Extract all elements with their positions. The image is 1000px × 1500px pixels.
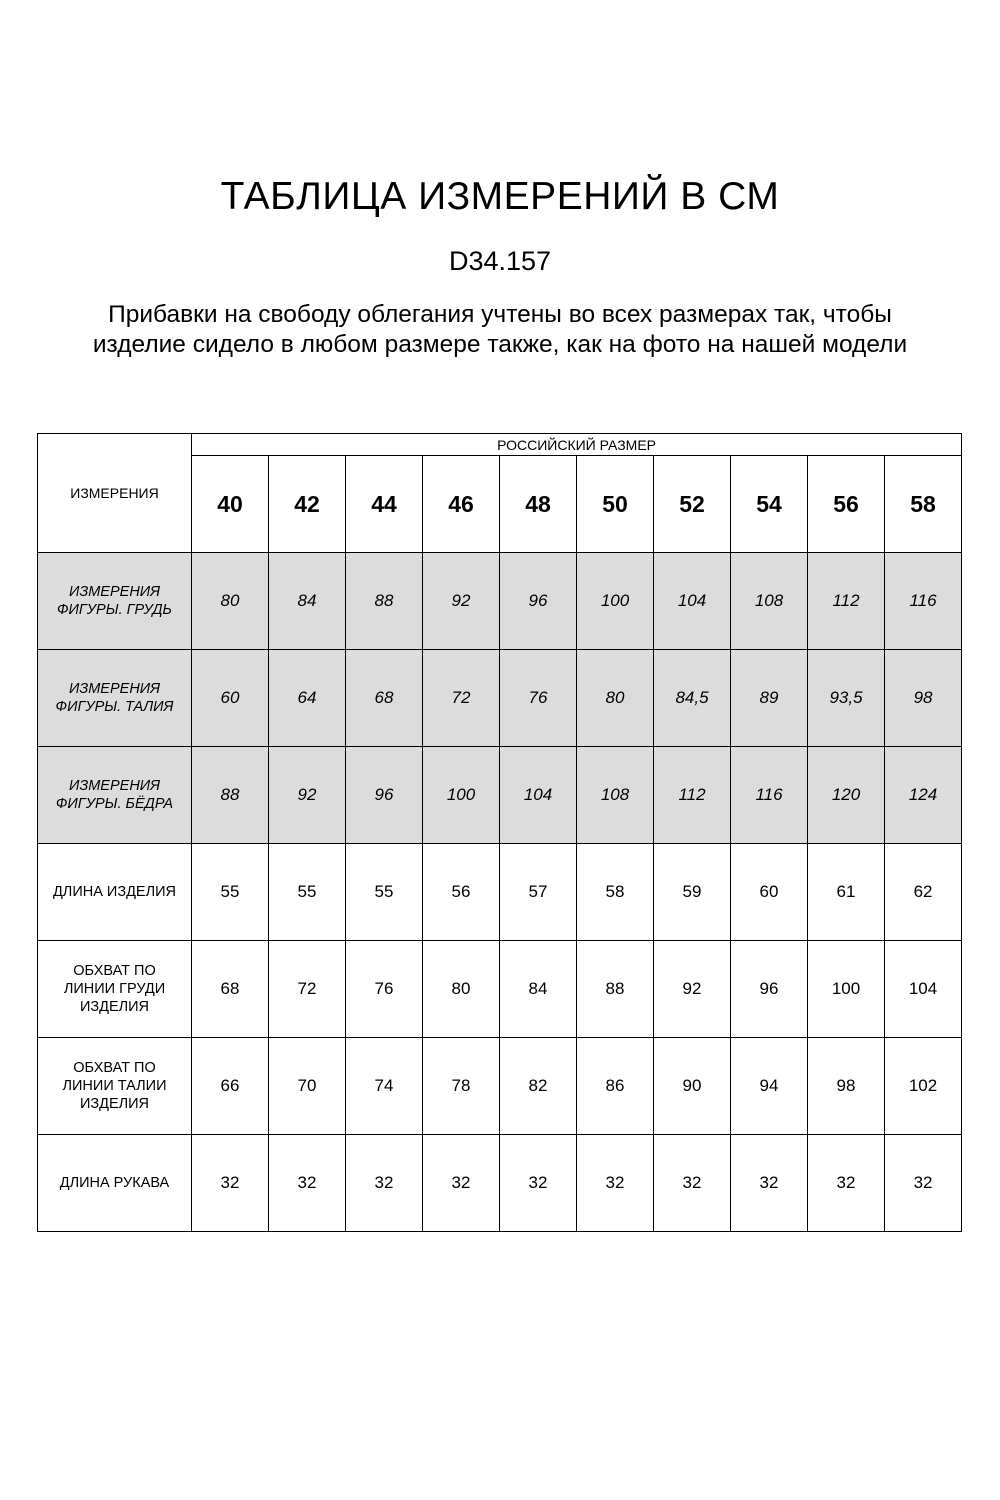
table-cell: 89 [731,650,808,747]
russian-size-header: РОССИЙСКИЙ РАЗМЕР [192,434,962,456]
size-header-cell: 48 [500,456,577,553]
size-header-cell: 46 [423,456,500,553]
row-label-line: ИЗМЕРЕНИЯ [68,681,161,697]
row-label [38,844,192,941]
row-label-line: ЛИНИИ ТАЛИИ [62,1078,167,1094]
table-cell: 55 [346,844,423,941]
product-code: D34.157 [448,246,552,276]
table-cell: 32 [500,1135,577,1232]
fit-note-line: изделие сидело в любом размере также, как на фото на нашей модели [92,331,908,358]
row-label-line: ЛИНИИ ГРУДИ [63,981,166,997]
size-header-cell: 50 [577,456,654,553]
table-cell: 104 [885,941,962,1038]
table-cell: 60 [731,844,808,941]
row-label [38,747,192,844]
table-cell: 80 [423,941,500,1038]
table-cell: 64 [269,650,346,747]
table-cell: 92 [654,941,731,1038]
table-cell: 88 [577,941,654,1038]
table-cell: 108 [731,553,808,650]
table-cell: 32 [346,1135,423,1232]
table-cell: 92 [269,747,346,844]
table-cell: 96 [500,553,577,650]
table-cell: 61 [808,844,885,941]
table-cell: 32 [731,1135,808,1232]
table-row [38,747,962,844]
table-row [38,941,962,1038]
row-label-line: ФИГУРЫ. ГРУДЬ [57,602,172,618]
row-label-line: ОБХВАТ ПО [73,1060,156,1076]
row-label [38,941,192,1038]
size-table [37,433,962,1232]
table-cell: 80 [192,553,269,650]
table-cell: 102 [885,1038,962,1135]
table-row [38,1135,962,1232]
size-header-cell: 52 [654,456,731,553]
table-cell: 116 [731,747,808,844]
row-label [38,553,192,650]
table-cell: 96 [346,747,423,844]
size-header-cell: 56 [808,456,885,553]
table-cell: 84 [269,553,346,650]
page-title: ТАБЛИЦА ИЗМЕРЕНИЙ В СМ [220,175,780,218]
table-cell: 93,5 [808,650,885,747]
row-label-line: ОБХВАТ ПО [73,963,156,979]
fit-note [0,300,1000,360]
table-cell: 68 [346,650,423,747]
table-cell: 98 [808,1038,885,1135]
size-header-cell: 54 [731,456,808,553]
table-cell: 94 [731,1038,808,1135]
table-cell: 74 [346,1038,423,1135]
row-label [38,1135,192,1232]
fit-note-line: Прибавки на свободу облегания учтены во всех размерах так, чтобы [108,301,892,328]
row-label-line: ИЗМЕРЕНИЯ [68,778,161,794]
table-cell: 32 [269,1135,346,1232]
size-header-cell: 44 [346,456,423,553]
table-cell: 32 [423,1135,500,1232]
table-cell: 32 [808,1135,885,1232]
table-cell: 76 [346,941,423,1038]
table-cell: 100 [808,941,885,1038]
table-cell: 82 [500,1038,577,1135]
measurements-header: ИЗМЕРЕНИЯ [38,434,192,553]
size-header-cell: 40 [192,456,269,553]
table-cell: 88 [346,553,423,650]
table-cell: 78 [423,1038,500,1135]
row-label-line: ИЗМЕРЕНИЯ [68,584,161,600]
row-label [38,650,192,747]
table-cell: 86 [577,1038,654,1135]
table-cell: 104 [654,553,731,650]
row-label-line: ФИГУРЫ. БЁДРА [55,796,174,812]
table-cell: 76 [500,650,577,747]
table-cell: 84 [500,941,577,1038]
table-cell: 32 [192,1135,269,1232]
row-label-line: ДЛИНА ИЗДЕЛИЯ [52,884,176,900]
table-cell: 66 [192,1038,269,1135]
table-cell: 124 [885,747,962,844]
table-cell: 68 [192,941,269,1038]
table-cell: 32 [885,1135,962,1232]
table-row [38,553,962,650]
table-cell: 58 [577,844,654,941]
table-header-row [38,434,962,456]
table-cell: 32 [654,1135,731,1232]
table-cell: 60 [192,650,269,747]
size-header-cell: 58 [885,456,962,553]
table-cell: 84,5 [654,650,731,747]
row-label-line: ИЗДЕЛИЯ [79,999,150,1015]
table-cell: 56 [423,844,500,941]
table-cell: 55 [269,844,346,941]
table-row [38,1038,962,1135]
table-cell: 92 [423,553,500,650]
table-cell: 90 [654,1038,731,1135]
row-label-line: ДЛИНА РУКАВА [59,1175,170,1191]
table-cell: 96 [731,941,808,1038]
table-cell: 98 [885,650,962,747]
table-cell: 112 [808,553,885,650]
table-cell: 70 [269,1038,346,1135]
table-cell: 100 [577,553,654,650]
size-header-cell: 42 [269,456,346,553]
table-row [38,844,962,941]
table-cell: 108 [577,747,654,844]
table-row [38,650,962,747]
table-cell: 55 [192,844,269,941]
table-cell: 88 [192,747,269,844]
row-label [38,1038,192,1135]
table-cell: 32 [577,1135,654,1232]
table-cell: 80 [577,650,654,747]
table-cell: 112 [654,747,731,844]
table-cell: 100 [423,747,500,844]
table-cell: 72 [269,941,346,1038]
row-label-line: ФИГУРЫ. ТАЛИЯ [55,699,174,715]
table-cell: 57 [500,844,577,941]
table-cell: 120 [808,747,885,844]
table-cell: 62 [885,844,962,941]
row-label-line: ИЗДЕЛИЯ [79,1096,150,1112]
table-cell: 59 [654,844,731,941]
table-cell: 104 [500,747,577,844]
table-cell: 116 [885,553,962,650]
table-cell: 72 [423,650,500,747]
